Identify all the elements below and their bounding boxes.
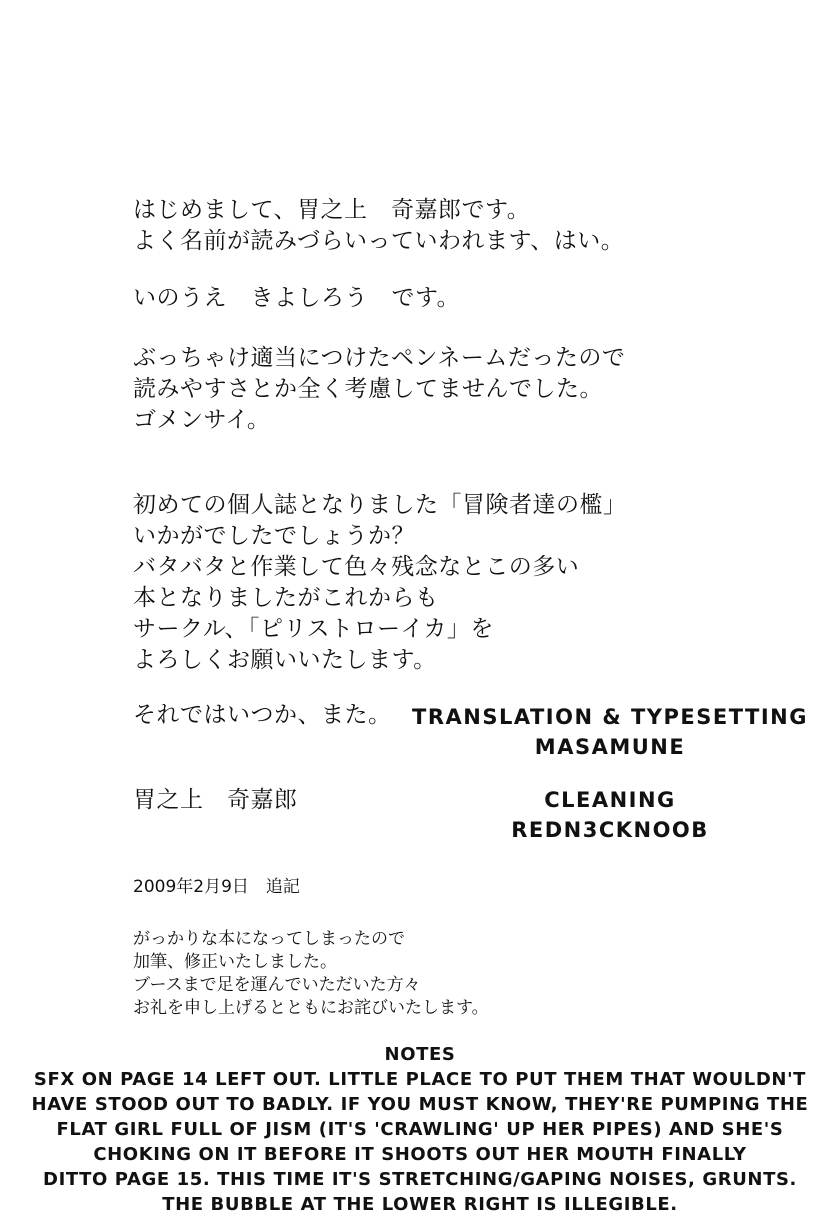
postscript-line: お礼を申し上げるとともにお詫びいたします。 xyxy=(133,998,489,1018)
notes-heading: NOTES xyxy=(384,1044,456,1065)
afterword-line: ぶっちゃけ適当につけたペンネームだったので xyxy=(133,345,626,371)
notes-line: DITTO PAGE 15. THIS TIME IT'S STRETCHING/GAPING NOISES, GRUNTS. xyxy=(43,1169,797,1190)
postscript-date-text: 2009年2月9日 追記 xyxy=(133,877,300,897)
afterword-signature xyxy=(133,785,298,816)
postscript-body xyxy=(133,928,489,1020)
postscript-line: 加筆、修正いたしました。 xyxy=(133,952,337,972)
afterword-line: それではいつか、また。 xyxy=(133,702,392,728)
translator-notes xyxy=(0,1042,840,1217)
afterword-line: 読みやすさとか全く考慮してませんでした。 xyxy=(133,376,603,402)
afterword-line: 初めての個人誌となりました「冒険者達の檻」 xyxy=(133,492,627,518)
afterword-greeting xyxy=(133,195,624,257)
notes-line: HAVE STOOD OUT TO BADLY. IF YOU MUST KNOW, THEY'RE PUMPING THE xyxy=(31,1094,809,1115)
afterword-book xyxy=(133,490,627,676)
postscript-line: がっかりな本になってしまったので xyxy=(133,929,405,949)
notes-line: FLAT GIRL FULL OF JISM (IT'S 'CRAWLING' UP HER PIPES) AND SHE'S xyxy=(56,1119,784,1140)
cleaning-role: CLEANING xyxy=(544,788,676,812)
afterword-line: はじめまして、胃之上 奇嘉郎です。 xyxy=(133,197,531,223)
signature-text: 胃之上 奇嘉郎 xyxy=(133,787,298,813)
notes-line: THE BUBBLE AT THE LOWER RIGHT IS ILLEGIBLE. xyxy=(162,1194,678,1215)
afterword-line: ゴメンサイ。 xyxy=(133,407,271,433)
translation-role: TRANSLATION & TYPESETTING xyxy=(412,705,808,729)
afterword-closing xyxy=(133,700,392,731)
cleaning-name: REDN3CKNOOB xyxy=(511,818,709,842)
afterword-reading xyxy=(133,283,460,314)
afterword-line: バタバタと作業して色々残念なとこの多い xyxy=(133,554,580,580)
cleaning-credit xyxy=(500,785,720,845)
postscript-date xyxy=(133,876,300,899)
afterword-line: よろしくお願いいたします。 xyxy=(133,647,437,673)
translation-name: MASAMUNE xyxy=(534,735,686,759)
notes-line: SFX ON PAGE 14 LEFT OUT. LITTLE PLACE TO PUT THEM THAT WOULDN'T xyxy=(33,1069,807,1090)
afterword-line: 本となりましたがこれからも xyxy=(133,585,439,611)
postscript-line: ブースまで足を運んでいただいた方々 xyxy=(133,975,421,995)
afterword-line: よく名前が読みづらいっていわれます、はい。 xyxy=(133,228,625,254)
afterword-line: いのうえ きよしろう です。 xyxy=(133,285,461,311)
afterword-line: サークル、「ピリストローイカ」を xyxy=(133,616,494,642)
translation-credit xyxy=(405,702,815,762)
afterword-penname xyxy=(133,343,625,436)
notes-line: CHOKING ON IT BEFORE IT SHOOTS OUT HER MOUTH FINALLY xyxy=(93,1144,747,1165)
afterword-line: いかがでしたでしょうか？ xyxy=(133,523,415,549)
